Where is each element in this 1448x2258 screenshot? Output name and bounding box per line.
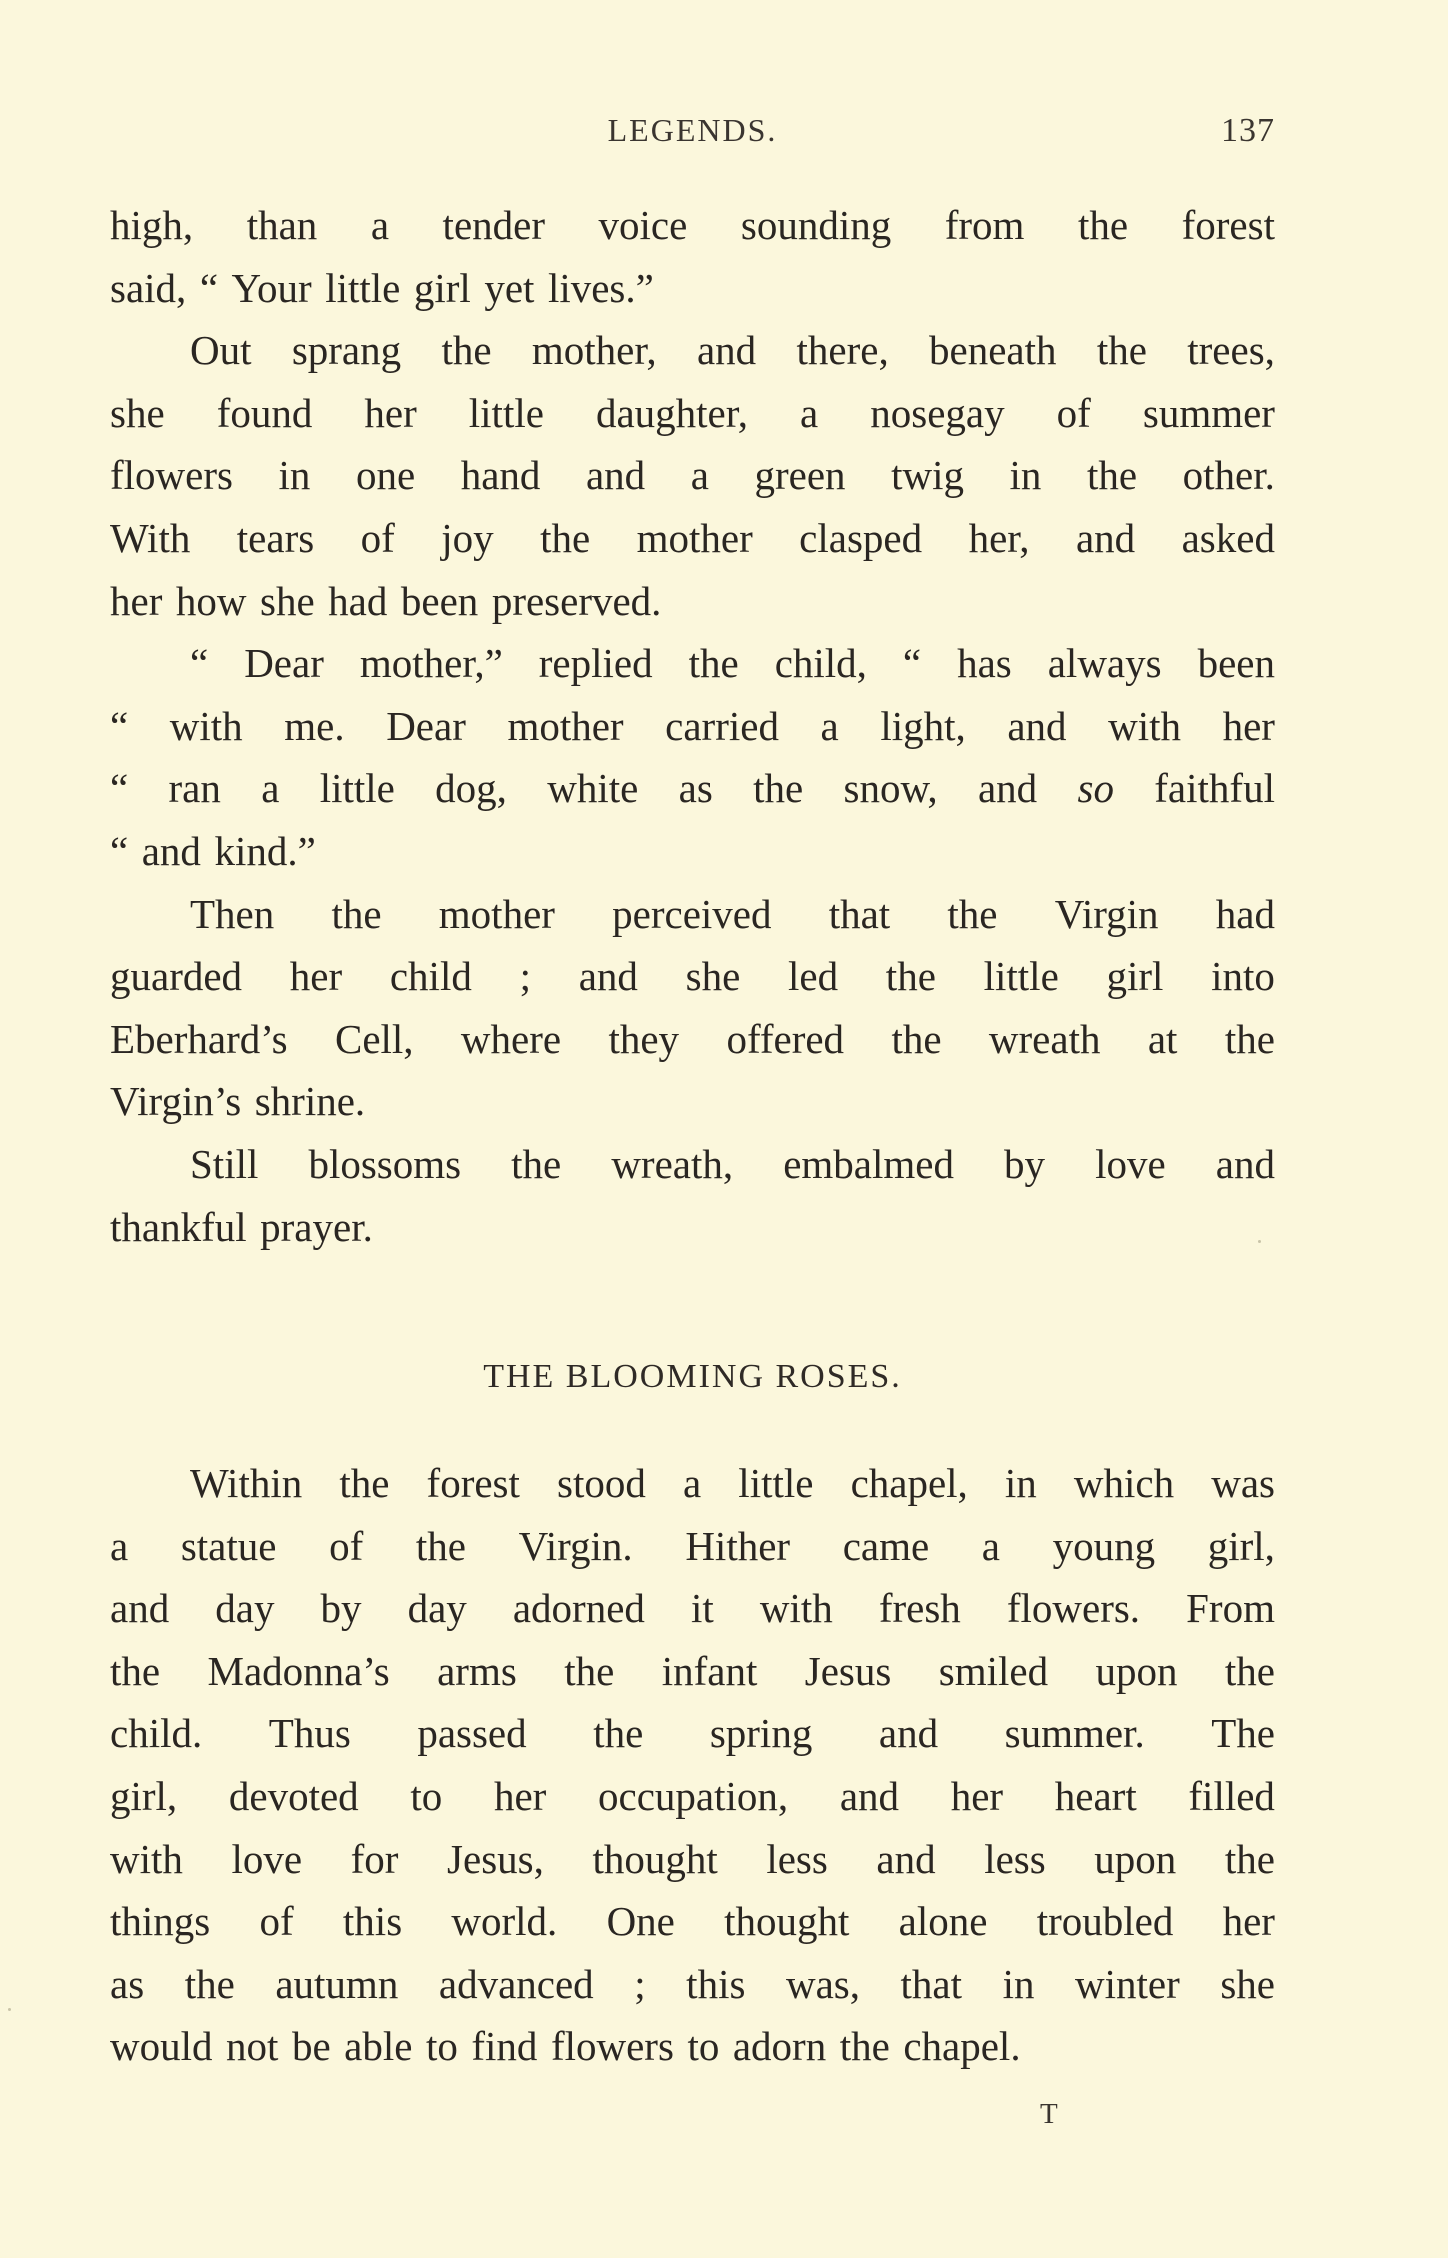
word: the xyxy=(1086,452,1138,499)
word: and xyxy=(696,327,757,374)
word: be xyxy=(291,2023,331,2070)
word: find xyxy=(471,2023,538,2070)
word: in xyxy=(1002,1960,1035,2007)
word: into xyxy=(1211,953,1275,1000)
word: fresh xyxy=(878,1585,961,1632)
word: sprang xyxy=(291,327,402,374)
word: offered xyxy=(726,1015,845,1062)
word: mother xyxy=(507,702,624,749)
text-line xyxy=(110,194,1275,257)
word: Hither xyxy=(685,1522,791,1569)
section-heading: THE BLOOMING ROSES. xyxy=(483,1358,902,1395)
word: able xyxy=(344,2023,413,2070)
text-line xyxy=(110,1070,1275,1133)
word: and xyxy=(839,1772,900,1819)
word: arms xyxy=(437,1647,517,1694)
word: little xyxy=(325,264,401,311)
word: that xyxy=(900,1960,963,2007)
word: the xyxy=(110,1647,161,1694)
word: and xyxy=(141,827,201,874)
word: young xyxy=(1052,1522,1156,1569)
word: in xyxy=(1004,1460,1037,1506)
word: was xyxy=(1211,1460,1275,1506)
word: summer xyxy=(1142,389,1275,436)
word: girl, xyxy=(1207,1522,1275,1569)
word: One xyxy=(606,1898,675,1945)
word: the xyxy=(1077,202,1129,248)
word: where xyxy=(460,1015,562,1062)
word: “ xyxy=(110,702,129,749)
word: girl xyxy=(1106,953,1164,1000)
word: been xyxy=(1197,640,1275,687)
word: as xyxy=(110,1960,145,2007)
word: not xyxy=(226,2023,279,2070)
word: kind.” xyxy=(214,827,316,874)
word: ran xyxy=(168,765,221,812)
text-line xyxy=(110,257,1275,320)
word: less xyxy=(766,1835,828,1882)
word: snow, xyxy=(843,765,938,812)
word: the xyxy=(1096,327,1147,374)
word: with xyxy=(1108,702,1182,749)
word: little xyxy=(983,953,1059,1000)
word: and xyxy=(878,1710,939,1757)
word: filled xyxy=(1188,1772,1275,1819)
word: and xyxy=(876,1835,936,1882)
word: the xyxy=(1224,1835,1275,1882)
word: autumn xyxy=(275,1960,399,2007)
word: me. xyxy=(284,702,345,749)
legend-ending-text xyxy=(110,194,1275,1258)
word: little xyxy=(319,765,395,812)
word: to xyxy=(687,2023,720,2070)
word: of xyxy=(1056,389,1091,436)
word: the xyxy=(839,2023,890,2070)
word: the xyxy=(891,1015,942,1062)
word: thought xyxy=(592,1835,718,1882)
word: less xyxy=(984,1835,1046,1882)
word: there, xyxy=(796,327,889,374)
word: Dear xyxy=(386,702,466,749)
word: of xyxy=(360,514,395,561)
word: love xyxy=(231,1835,303,1882)
text-line xyxy=(110,945,1275,1008)
word: a xyxy=(800,389,819,436)
word: the xyxy=(339,1460,390,1506)
word: how xyxy=(175,577,247,624)
word: world. xyxy=(451,1898,558,1945)
word: sounding xyxy=(740,202,892,248)
word: girl xyxy=(413,264,471,311)
text-line xyxy=(110,570,1275,633)
word: hand xyxy=(460,452,541,499)
word: the xyxy=(540,514,591,561)
word: Within xyxy=(190,1460,303,1506)
text-line xyxy=(110,2015,1275,2078)
word: and xyxy=(977,765,1038,812)
word: with xyxy=(169,702,243,749)
word: “ xyxy=(190,640,209,687)
word: mother, xyxy=(531,327,657,374)
text-line xyxy=(110,695,1275,758)
word: day xyxy=(215,1585,275,1632)
word: in xyxy=(278,452,311,499)
word: to xyxy=(425,2023,458,2070)
word: this xyxy=(686,1960,746,2007)
word: troubled xyxy=(1036,1898,1174,1945)
text-line xyxy=(110,319,1275,382)
word: for xyxy=(350,1835,399,1882)
word: twig xyxy=(891,452,964,499)
word: adorn xyxy=(732,2023,827,2070)
word: her xyxy=(110,577,163,624)
word: other. xyxy=(1182,452,1275,499)
text-line xyxy=(110,1196,1275,1259)
word: chapel, xyxy=(850,1460,968,1506)
word: and xyxy=(1075,514,1136,561)
word: tears xyxy=(236,514,315,561)
word: a xyxy=(261,765,280,812)
word: spring xyxy=(709,1710,813,1757)
word: heart xyxy=(1054,1772,1137,1819)
paper-speck xyxy=(8,2008,11,2011)
word: one xyxy=(355,452,416,499)
word: had xyxy=(328,577,388,624)
word: love xyxy=(1095,1140,1166,1187)
word: her, xyxy=(968,514,1030,561)
word: Madonna’s xyxy=(207,1647,390,1694)
word: From xyxy=(1186,1585,1275,1632)
word: came xyxy=(842,1522,930,1569)
word: “ xyxy=(110,827,129,874)
word: to xyxy=(410,1772,443,1819)
word: the xyxy=(947,890,998,937)
word: she xyxy=(685,953,741,1000)
word: was, xyxy=(785,1960,860,2007)
word: as xyxy=(678,765,713,812)
text-line xyxy=(110,382,1275,445)
word: wreath, xyxy=(611,1140,734,1187)
word: With xyxy=(110,514,191,561)
text-line xyxy=(110,444,1275,507)
word: guarded xyxy=(110,953,243,1000)
word: girl, xyxy=(110,1772,178,1819)
word: led xyxy=(787,953,839,1000)
word: and xyxy=(110,1585,170,1632)
word: with xyxy=(110,1835,183,1882)
word: found xyxy=(216,389,313,436)
word: her xyxy=(950,1772,1004,1819)
word: her xyxy=(1222,1898,1275,1945)
word: her xyxy=(1222,702,1275,749)
word: and xyxy=(1007,702,1067,749)
word: Dear xyxy=(244,640,324,687)
text-line xyxy=(110,1890,1275,1953)
word: perceived xyxy=(612,890,772,937)
word: from xyxy=(944,202,1025,248)
word: little xyxy=(468,389,544,436)
word: Thus xyxy=(268,1710,351,1757)
word: Virgin’s xyxy=(110,1078,242,1125)
word: thought xyxy=(724,1898,850,1945)
word: asked xyxy=(1181,514,1275,561)
word: light, xyxy=(880,702,966,749)
word: by xyxy=(1004,1140,1046,1187)
word: mother xyxy=(636,514,753,561)
word: the xyxy=(1224,1015,1275,1062)
word: preserved. xyxy=(491,577,662,624)
word: a xyxy=(690,452,709,499)
word: dog, xyxy=(435,765,507,812)
word: “ xyxy=(902,640,922,687)
word: would xyxy=(110,2023,213,2070)
word: child xyxy=(389,953,472,1000)
word: always xyxy=(1047,640,1162,687)
word: nosegay xyxy=(870,389,1005,436)
word: than xyxy=(246,202,318,248)
word: this xyxy=(342,1898,403,1945)
word: Out xyxy=(190,327,252,374)
word: The xyxy=(1211,1710,1275,1757)
word: infant xyxy=(661,1647,758,1694)
word: “ xyxy=(199,264,219,311)
word: the xyxy=(564,1647,615,1694)
word: beneath xyxy=(929,327,1057,374)
word: passed xyxy=(417,1710,527,1757)
word: the xyxy=(511,1140,562,1187)
word: child, xyxy=(774,640,867,687)
word: of xyxy=(329,1522,364,1569)
word: that xyxy=(828,890,891,937)
word: shrine. xyxy=(254,1078,366,1125)
word: thankful xyxy=(110,1203,247,1250)
word: lives.” xyxy=(547,264,654,311)
paper-speck xyxy=(1258,1240,1261,1243)
word: chapel. xyxy=(903,2023,1021,2070)
word: Jesus, xyxy=(447,1835,544,1882)
word: and xyxy=(1215,1140,1275,1187)
word: flowers xyxy=(550,2023,674,2070)
word: she xyxy=(260,577,315,624)
word: which xyxy=(1073,1460,1175,1506)
word: Jesus xyxy=(804,1647,892,1694)
text-line xyxy=(110,632,1275,695)
word: flowers xyxy=(110,452,233,499)
word: tender xyxy=(442,202,545,248)
text-line xyxy=(110,1640,1275,1703)
word: mother,” xyxy=(359,640,503,687)
word: smiled xyxy=(938,1647,1049,1694)
word: child. xyxy=(110,1710,203,1757)
word: flowers. xyxy=(1006,1585,1141,1632)
word: a xyxy=(981,1522,1000,1569)
word: ; xyxy=(634,1960,646,2007)
word: replied xyxy=(538,640,653,687)
word: upon xyxy=(1094,1835,1177,1882)
text-line xyxy=(110,1953,1275,2016)
word: alone xyxy=(898,1898,988,1945)
word: occupation, xyxy=(598,1772,789,1819)
page-number: 137 xyxy=(1221,112,1275,149)
word: a xyxy=(820,702,839,749)
word: ; xyxy=(519,953,531,1000)
word: embalmed xyxy=(783,1140,954,1187)
word: white xyxy=(547,765,639,812)
word: Virgin. xyxy=(518,1522,633,1569)
word: things xyxy=(110,1898,211,1945)
word: the xyxy=(415,1522,466,1569)
word: “ xyxy=(110,765,129,812)
word: the xyxy=(885,953,936,1000)
word: Still xyxy=(190,1140,259,1187)
text-line xyxy=(110,883,1275,946)
text-line xyxy=(110,1133,1275,1196)
word: advanced xyxy=(438,1960,594,2007)
word: trees, xyxy=(1187,327,1275,374)
word: green xyxy=(754,452,846,499)
word: she xyxy=(110,389,165,436)
word: her xyxy=(289,953,343,1000)
text-line xyxy=(110,1577,1275,1640)
word: they xyxy=(608,1015,680,1062)
text-line xyxy=(110,757,1275,820)
word: by xyxy=(320,1585,362,1632)
word: a xyxy=(682,1460,702,1506)
word: a xyxy=(370,202,390,248)
word: the xyxy=(184,1960,235,2007)
word: day xyxy=(407,1585,467,1632)
word: and xyxy=(578,953,638,1000)
word: a xyxy=(110,1522,129,1569)
running-title: LEGENDS. xyxy=(607,112,778,148)
word: mother xyxy=(438,890,555,937)
signature-mark: T xyxy=(1040,2098,1058,2130)
word: Cell, xyxy=(334,1015,414,1062)
word: stood xyxy=(557,1460,646,1506)
word: the xyxy=(331,890,382,937)
word: had xyxy=(1215,890,1275,937)
word: Virgin xyxy=(1054,890,1159,937)
text-line xyxy=(110,507,1275,570)
word: statue xyxy=(180,1522,277,1569)
word: her xyxy=(364,389,417,436)
word: Your xyxy=(231,264,312,311)
word: summer. xyxy=(1004,1710,1145,1757)
word: so xyxy=(1077,765,1114,812)
word: clasped xyxy=(799,514,923,561)
blooming-roses-text xyxy=(110,1452,1275,2078)
word: high, xyxy=(110,202,194,248)
word: with xyxy=(759,1585,833,1632)
word: the xyxy=(688,640,739,687)
word: Then xyxy=(190,890,275,937)
word: has xyxy=(957,640,1012,687)
word: prayer. xyxy=(260,1203,373,1250)
word: voice xyxy=(598,202,688,248)
word: joy xyxy=(441,514,494,561)
text-line xyxy=(110,1515,1275,1578)
word: daughter, xyxy=(595,389,749,436)
word: the xyxy=(441,327,492,374)
word: faithful xyxy=(1154,765,1275,812)
word: little xyxy=(738,1460,814,1506)
word: she xyxy=(1220,1960,1275,2007)
word: wreath xyxy=(988,1015,1101,1062)
word: of xyxy=(259,1898,294,1945)
text-line xyxy=(110,1828,1275,1891)
text-line xyxy=(110,1765,1275,1828)
word: her xyxy=(493,1772,547,1819)
word: said, xyxy=(110,264,187,311)
word: carried xyxy=(665,702,779,749)
word: it xyxy=(690,1585,714,1632)
word: forest xyxy=(426,1460,520,1506)
text-line xyxy=(110,820,1275,883)
word: at xyxy=(1147,1015,1178,1062)
word: adorned xyxy=(512,1585,645,1632)
word: upon xyxy=(1095,1647,1178,1694)
text-line xyxy=(110,1702,1275,1765)
word: yet xyxy=(484,264,535,311)
word: forest xyxy=(1181,202,1275,248)
word: winter xyxy=(1075,1960,1180,2007)
word: blossoms xyxy=(308,1140,462,1187)
running-head xyxy=(110,112,1275,156)
word: and xyxy=(585,452,646,499)
text-line xyxy=(110,1452,1275,1515)
word: Eberhard’s xyxy=(110,1015,288,1062)
word: been xyxy=(400,577,479,624)
word: in xyxy=(1009,452,1042,499)
word: devoted xyxy=(228,1772,359,1819)
word: the xyxy=(1224,1647,1275,1694)
word: the xyxy=(753,765,804,812)
word: the xyxy=(593,1710,644,1757)
text-line xyxy=(110,1008,1275,1071)
